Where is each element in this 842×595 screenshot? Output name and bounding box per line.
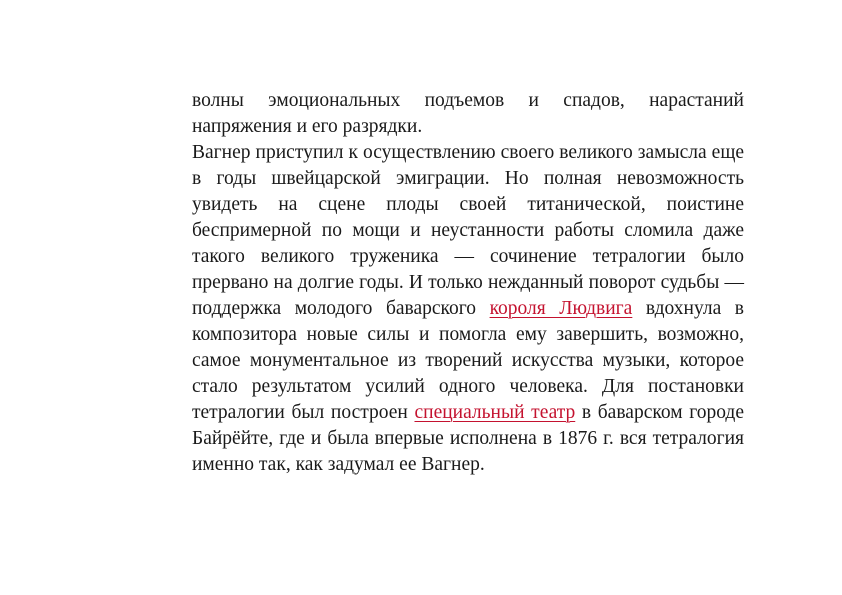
paragraph-2-text-1: Вагнер приступил к осуществлению своего великого замысла еще в годы швейцарской эмиграции. Но полная невозможность увидеть на сцене плоды своей титанической, поистине беспримерной по мощи и неустанности работы сломила даже такого великого труженика — сочинение тетралогии было прервано на долгие годы. И только нежданный поворот судьбы — поддержка молодого баварского	[192, 142, 744, 319]
paragraph-2	[192, 140, 744, 478]
paragraph-2-text-2: вдохнула в композитора новые силы и помогла ему завершить, возможно, самое монументальное из творений искусства музыки, которое стало результатом усилий одного человека. Для постановки тетралогии был построен	[192, 298, 744, 423]
paragraph-1: волны эмоциональных подъемов и спадов, нарастаний напряжения и его разрядки.	[192, 90, 744, 137]
link-special-theater[interactable]: специальный театр	[414, 402, 576, 423]
text-block	[192, 88, 744, 478]
link-king-ludwig[interactable]: короля Людвига	[489, 298, 633, 319]
paragraph-2-text-3: в баварском городе Байрёйте, где и была впервые исполнена в 1876 г. вся тетралогия именно так, как задумал ее Вагнер.	[192, 402, 744, 475]
